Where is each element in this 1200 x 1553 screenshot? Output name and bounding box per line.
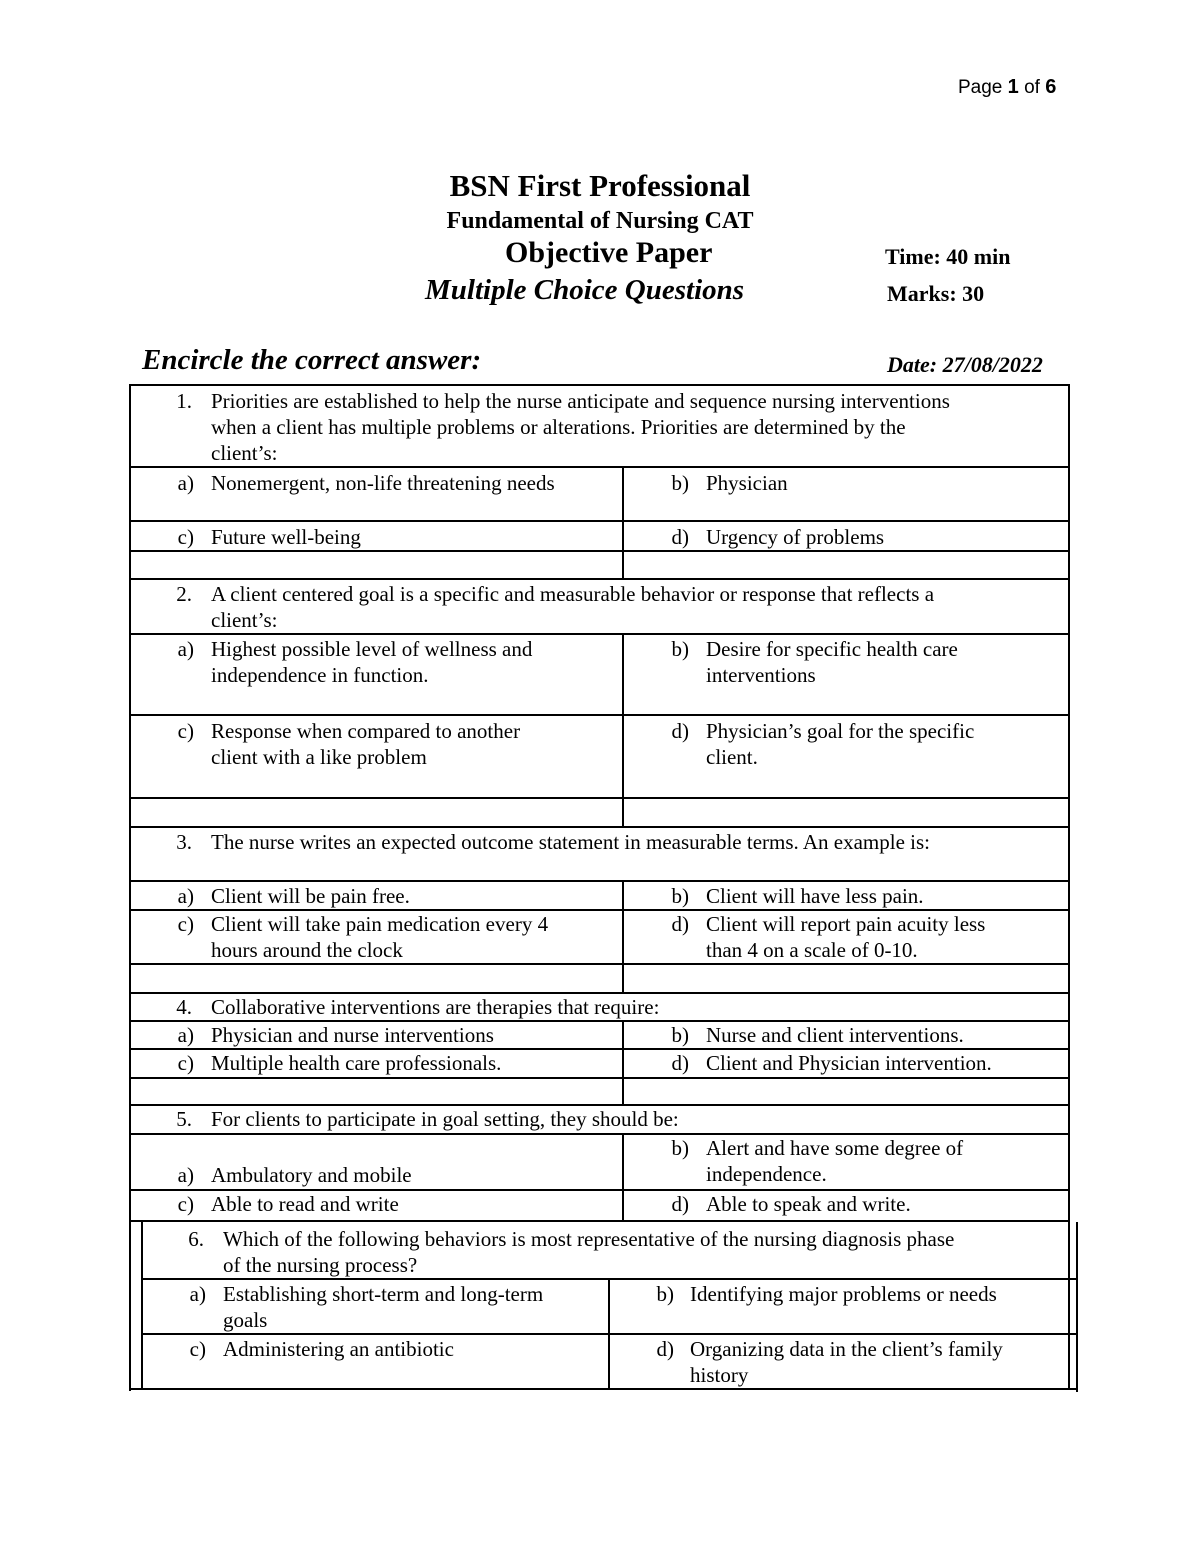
option-letter: d) [671,719,689,743]
option-letter: a) [177,884,194,908]
option-letter: c) [189,1337,206,1361]
option-letter: a) [189,1282,206,1306]
question-number: 2. [176,582,192,606]
option-c-cont[interactable]: hours around the clock [211,938,403,962]
option-c[interactable]: Able to read and write [211,1192,399,1216]
option-d[interactable]: Physician’s goal for the specific [706,719,975,743]
option-letter: c) [177,525,194,549]
option-b[interactable]: Desire for specific health care [706,637,958,661]
question-text-line: Collaborative interventions are therapies that require: [211,995,660,1019]
option-letter: b) [671,1136,689,1160]
option-letter: b) [671,884,689,908]
option-letter: d) [671,1192,689,1216]
time-label: Time: 40 min [885,244,1011,269]
question-text-line: Which of the following behaviors is most representative of the nursing diagnosis phase [223,1227,955,1251]
subject-title: Fundamental of Nursing CAT [446,208,754,234]
option-a[interactable]: Establishing short-term and long-term [223,1282,544,1306]
option-d-cont[interactable]: history [690,1363,749,1387]
option-letter: a) [177,471,194,495]
option-letter: b) [671,471,689,495]
option-letter: c) [177,1051,194,1075]
option-b[interactable]: Physician [706,471,788,495]
option-d[interactable]: Urgency of problems [706,525,885,549]
option-a-cont[interactable]: independence in function. [211,663,429,687]
option-letter: b) [671,637,689,661]
option-c[interactable]: Multiple health care professionals. [211,1051,502,1075]
question-text-line: client’s: [211,441,278,465]
page-current: 1 [1007,76,1019,98]
question-number: 6. [188,1227,204,1251]
question-text-line: For clients to participate in goal setting, they should be: [211,1107,679,1131]
option-c[interactable]: Client will take pain medication every 4 [211,912,549,936]
option-c[interactable]: Response when compared to another [211,719,521,743]
option-d[interactable]: Able to speak and write. [706,1192,911,1216]
marks-label: Marks: 30 [887,281,985,306]
question-number: 4. [176,995,192,1019]
option-b-cont[interactable]: independence. [706,1162,827,1186]
date-label: Date: 27/08/2022 [887,352,1043,377]
instruction: Encircle the correct answer: [142,344,482,376]
option-d[interactable]: Organizing data in the client’s family [690,1337,1003,1361]
option-b[interactable]: Client will have less pain. [706,884,924,908]
option-d[interactable]: Client will report pain acuity less [706,912,986,936]
question-text-line: client’s: [211,608,278,632]
option-c-cont[interactable]: client with a like problem [211,745,427,769]
option-letter: c) [177,912,194,936]
page-of: of [1024,77,1040,98]
option-d[interactable]: Client and Physician intervention. [706,1051,992,1075]
option-letter: b) [671,1023,689,1047]
option-a[interactable]: Highest possible level of wellness and [211,637,533,661]
page-number [958,76,1056,99]
option-a-cont[interactable]: goals [223,1308,268,1332]
program-title: BSN First Professional [449,168,751,203]
section-title: Multiple Choice Questions [425,274,745,306]
option-a[interactable]: Nonemergent, non-life threatening needs [211,471,555,495]
page-total: 6 [1045,76,1057,98]
option-b[interactable]: Alert and have some degree of [706,1136,964,1160]
option-letter: b) [656,1282,674,1306]
option-a[interactable]: Physician and nurse interventions [211,1023,494,1047]
option-letter: a) [177,1023,194,1047]
option-b-cont[interactable]: interventions [706,663,816,687]
option-c[interactable]: Future well-being [211,525,361,549]
option-d-cont[interactable]: client. [706,745,758,769]
question-number: 1. [176,389,192,413]
option-c[interactable]: Administering an antibiotic [223,1337,454,1361]
page-label: Page [958,77,1003,98]
question-text-line: when a client has multiple problems or alterations. Priorities are determined by the [211,415,906,439]
option-b[interactable]: Nurse and client interventions. [706,1023,964,1047]
option-a[interactable]: Client will be pain free. [211,884,410,908]
option-d-cont[interactable]: than 4 on a scale of 0-10. [706,938,918,962]
option-letter: a) [177,637,194,661]
option-letter: d) [671,912,689,936]
option-letter: d) [671,525,689,549]
question-text-line: The nurse writes an expected outcome statement in measurable terms. An example is: [211,830,931,854]
option-b[interactable]: Identifying major problems or needs [690,1282,997,1306]
option-letter: d) [671,1051,689,1075]
option-letter: d) [656,1337,674,1361]
question-text-line: A client centered goal is a specific and measurable behavior or response that reflects a [211,582,935,606]
question-number: 3. [176,830,192,854]
option-a[interactable]: Ambulatory and mobile [211,1163,412,1187]
question-text-line: of the nursing process? [223,1253,418,1277]
option-letter: c) [177,1192,194,1216]
question-number: 5. [176,1107,192,1131]
option-letter: a) [177,1163,194,1187]
question-text-line: Priorities are established to help the nurse anticipate and sequence nursing interventions [211,389,950,413]
paper-title: Objective Paper [505,236,713,269]
option-letter: c) [177,719,194,743]
